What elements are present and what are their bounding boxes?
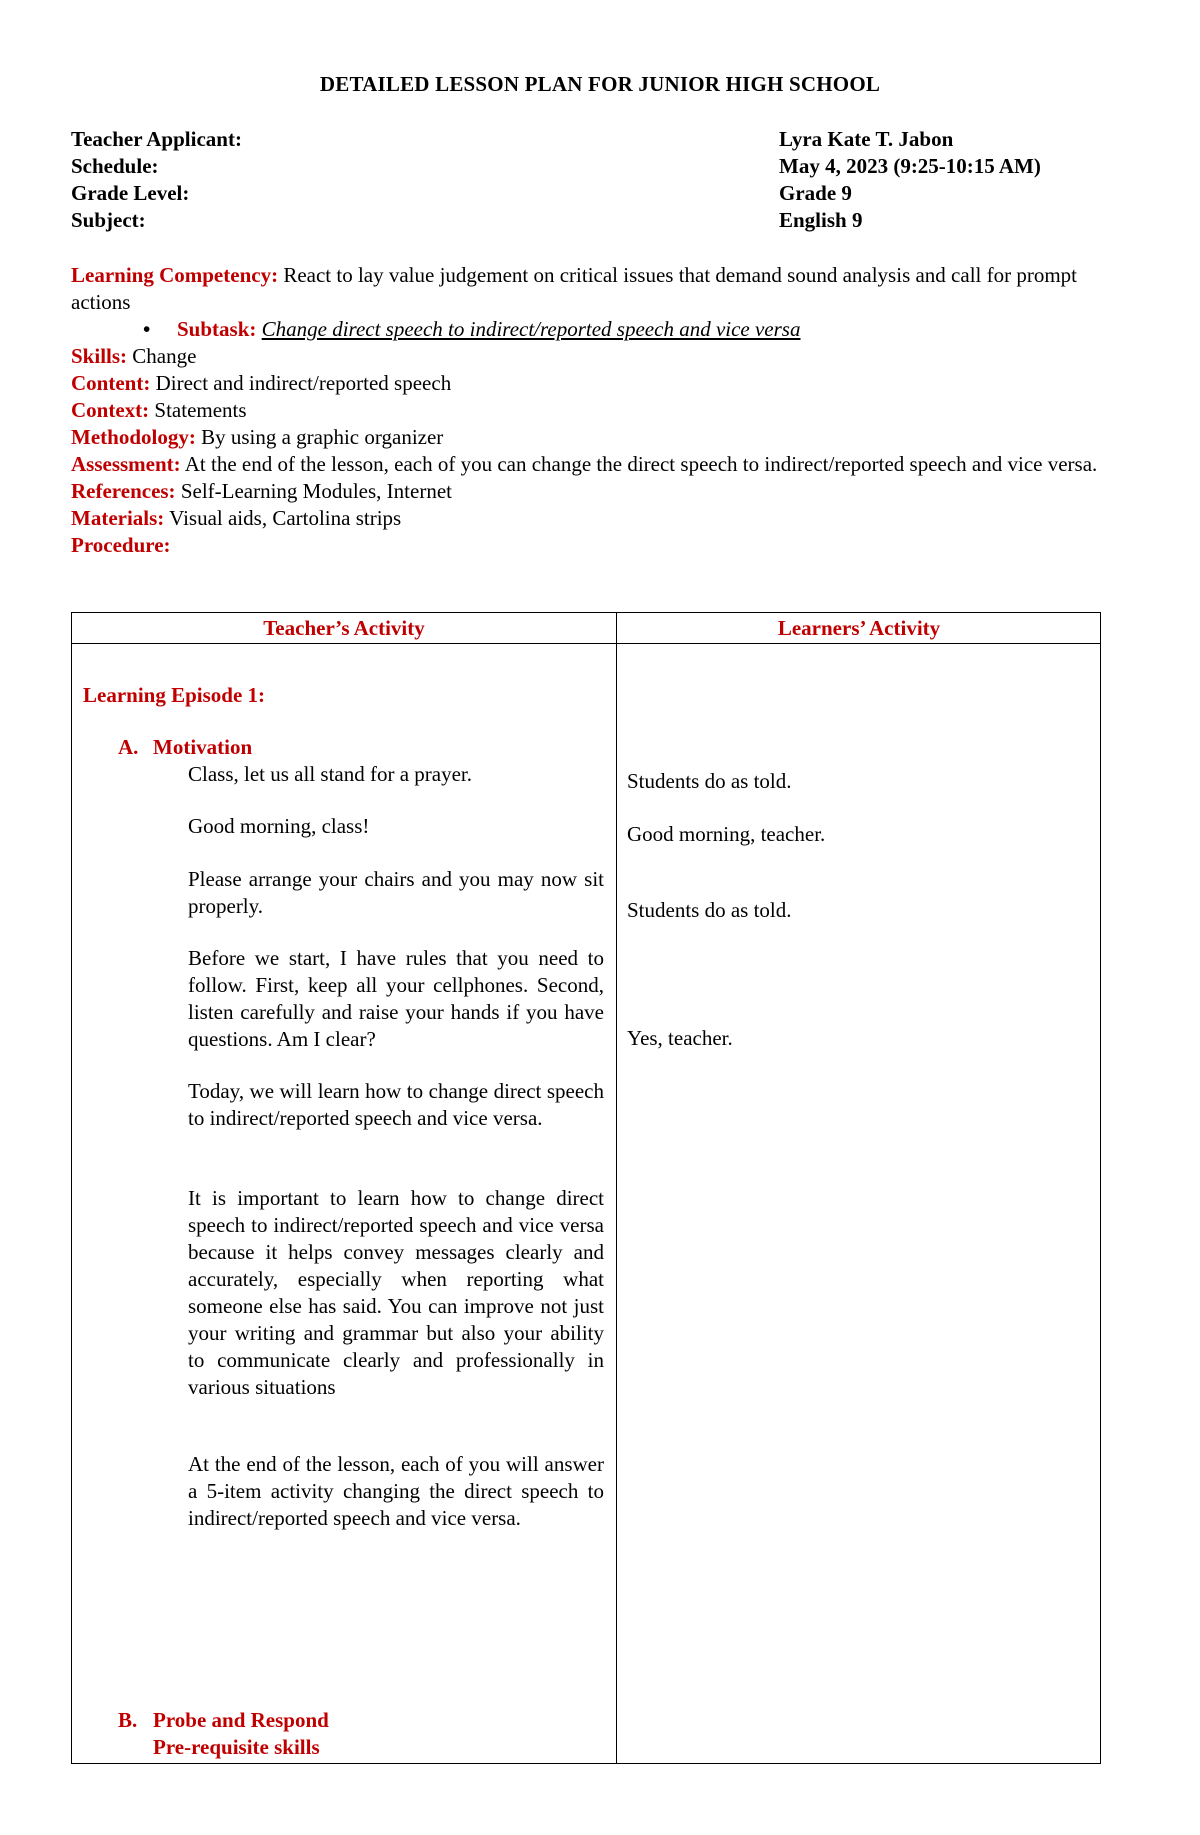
methodology-text: By using a graphic organizer xyxy=(201,425,444,449)
teacher-line-text: Please arrange your chairs and you may now sit properly. xyxy=(188,867,604,918)
teacher-activity-header: Teacher’s Activity xyxy=(263,616,425,640)
assessment-text: At the end of the lesson, each of you can change the direct speech to indirect/reported speech and vice versa. xyxy=(184,452,1098,476)
content-text: Direct and indirect/reported speech xyxy=(155,371,452,395)
learner-line: Students do as told. xyxy=(627,898,792,922)
competency-text: React to lay value judgement on critical issues that demand sound analysis and call for prompt actions xyxy=(71,263,1078,314)
document-title: DETAILED LESSON PLAN FOR JUNIOR HIGH SCHOOL xyxy=(319,72,881,96)
subtask-text: Change direct speech to indirect/reported speech and vice versa xyxy=(261,317,801,341)
value-schedule: May 4, 2023 (9:25-10:15 AM) xyxy=(779,154,1041,178)
teacher-line xyxy=(188,1185,604,1401)
learning-episode-title: Learning Episode 1: xyxy=(83,683,266,707)
label-teacher-applicant: Teacher Applicant: xyxy=(71,127,242,151)
teacher-line xyxy=(188,1078,604,1132)
content-label: Content: xyxy=(71,371,151,395)
learner-line: Good morning, teacher. xyxy=(627,822,826,846)
section-a-title: Motivation xyxy=(153,735,253,759)
section-b-subtitle: Pre-requisite skills xyxy=(153,1735,320,1759)
section-probe-respond xyxy=(118,1707,329,1761)
context-row xyxy=(71,397,1141,424)
teacher-line xyxy=(188,761,604,788)
teacher-line-text: Class, let us all stand for a prayer. xyxy=(188,762,473,786)
learners-activity-header: Learners’ Activity xyxy=(777,616,941,640)
section-b-letter: B. xyxy=(118,1708,138,1732)
label-grade-level: Grade Level: xyxy=(71,181,190,205)
teacher-line-text: Today, we will learn how to change direct speech to indirect/reported speech and vice versa. xyxy=(188,1079,604,1130)
procedure-table xyxy=(71,612,1101,1764)
learner-line: Students do as told. xyxy=(627,769,792,793)
references-text: Self-Learning Modules, Internet xyxy=(180,479,452,503)
teacher-line xyxy=(188,945,604,1053)
teacher-line xyxy=(188,813,604,840)
header-divider xyxy=(72,643,1100,644)
column-divider xyxy=(616,613,617,1763)
skills-text: Change xyxy=(132,344,197,368)
skills-row xyxy=(71,343,1141,370)
section-motivation xyxy=(118,735,252,760)
value-teacher-applicant: Lyra Kate T. Jabon xyxy=(779,127,954,151)
assessment-row xyxy=(71,451,1141,478)
skills-label: Skills: xyxy=(71,344,128,368)
references-row xyxy=(71,478,1141,505)
materials-label: Materials: xyxy=(71,506,165,530)
teacher-line-text: Before we start, I have rules that you need to follow. First, keep all your cellphones. Second, listen carefully and raise your hands if you have questions. Am I clear? xyxy=(188,946,604,1051)
context-label: Context: xyxy=(71,398,150,422)
competency-row xyxy=(71,262,1141,316)
subtask-label: Subtask: xyxy=(177,317,257,341)
label-subject: Subject: xyxy=(71,208,146,232)
methodology-label: Methodology: xyxy=(71,425,196,449)
materials-text: Visual aids, Cartolina strips xyxy=(169,506,402,530)
procedure-row xyxy=(71,532,1141,559)
teacher-line-text: Good morning, class! xyxy=(188,814,370,838)
subtask-row xyxy=(71,316,1141,343)
bullet-icon: • xyxy=(143,317,151,341)
header-values xyxy=(779,126,1041,234)
header-labels xyxy=(71,126,242,234)
materials-row xyxy=(71,505,1141,532)
value-subject: English 9 xyxy=(779,208,863,232)
teacher-line-text: It is important to learn how to change direct speech to indirect/reported speech and vice versa because it helps convey messages clearly and accurately, especially when reporting what someone else has said. You can improve not just your writing and grammar but also your ability to communicate clearly and professionally in various situations xyxy=(188,1186,604,1399)
competency-label: Learning Competency: xyxy=(71,263,279,287)
section-b-title: Probe and Respond xyxy=(153,1708,329,1732)
assessment-label: Assessment: xyxy=(71,452,181,476)
teacher-line xyxy=(188,866,604,920)
label-schedule: Schedule: xyxy=(71,154,159,178)
section-a-letter: A. xyxy=(118,735,139,759)
methodology-row xyxy=(71,424,1141,451)
procedure-label: Procedure: xyxy=(71,533,171,557)
lesson-info xyxy=(71,262,1141,559)
value-grade-level: Grade 9 xyxy=(779,181,852,205)
teacher-line xyxy=(188,1451,604,1532)
content-row xyxy=(71,370,1141,397)
teacher-line-text: At the end of the lesson, each of you will answer a 5-item activity changing the direct speech to indirect/reported speech and vice versa. xyxy=(188,1452,604,1530)
references-label: References: xyxy=(71,479,176,503)
context-text: Statements xyxy=(154,398,247,422)
learner-line: Yes, teacher. xyxy=(627,1026,733,1050)
